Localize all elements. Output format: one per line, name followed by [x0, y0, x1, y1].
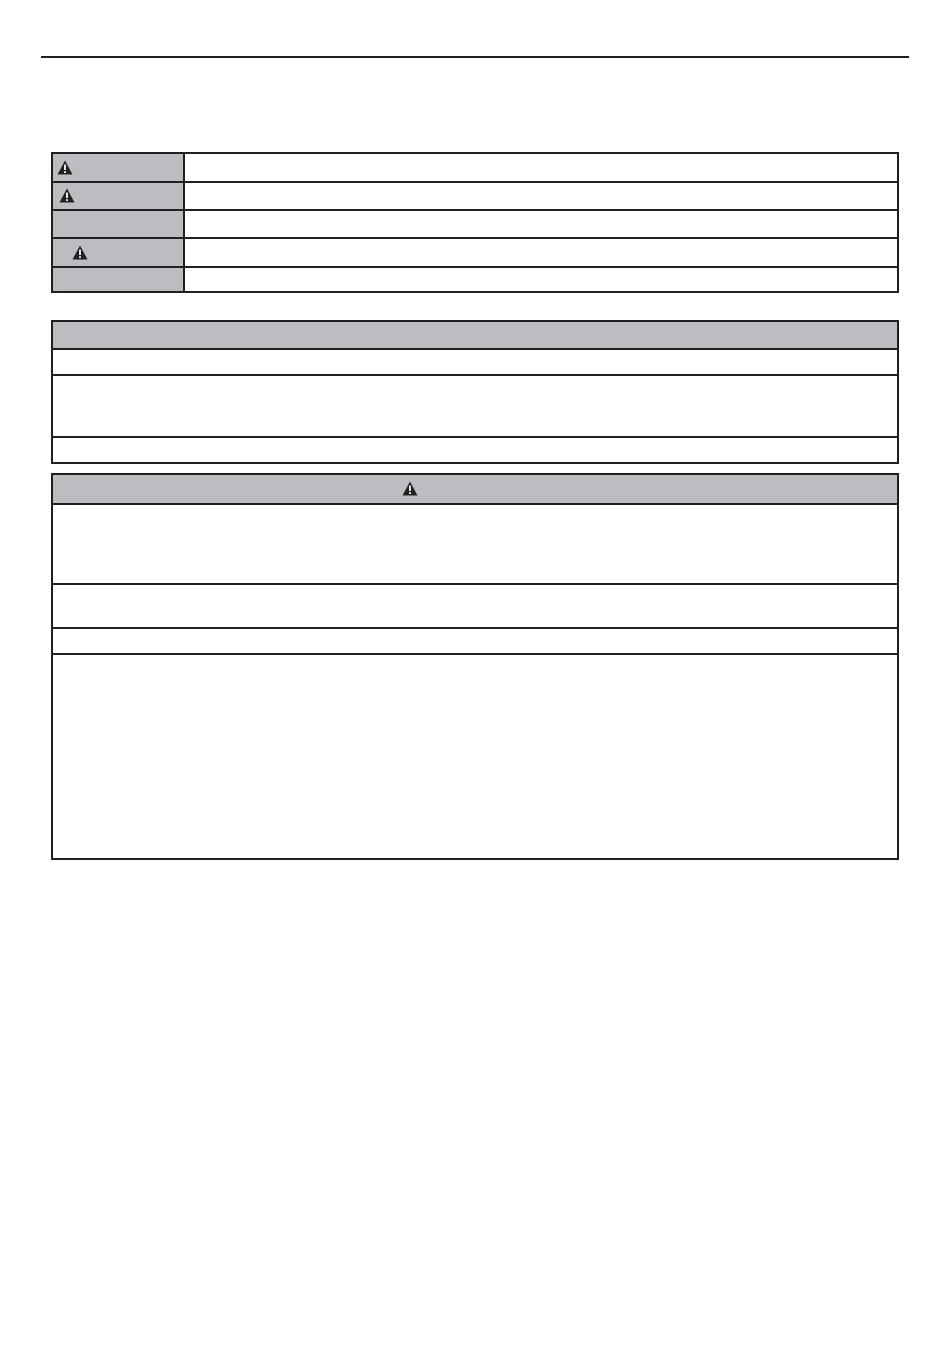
notice-box — [51, 320, 899, 464]
notice-box-header — [53, 322, 897, 350]
warning-box — [51, 473, 899, 860]
legend-description-cell — [185, 183, 897, 209]
legend-description-cell — [185, 268, 897, 291]
legend-row-4 — [53, 239, 897, 268]
notice-row-3 — [53, 438, 897, 462]
notice-row-2 — [53, 376, 897, 438]
notice-row-1 — [53, 350, 897, 376]
legend-row-1 — [53, 154, 897, 183]
warning-triangle-icon — [402, 481, 418, 496]
legend-label-cell — [53, 154, 185, 181]
legend-label-cell — [53, 183, 185, 209]
legend-description-cell — [185, 154, 897, 181]
warning-triangle-icon — [57, 160, 73, 175]
legend-row-2 — [53, 183, 897, 211]
top-rule — [41, 56, 909, 58]
legend-label-cell — [53, 211, 185, 237]
legend-label-cell — [53, 239, 185, 266]
warning-row-1 — [53, 505, 897, 585]
warning-row-4 — [53, 655, 897, 858]
legend-row-3 — [53, 211, 897, 239]
legend-description-cell — [185, 239, 897, 266]
warning-row-2 — [53, 585, 897, 629]
warning-triangle-icon — [59, 188, 75, 203]
legend-description-cell — [185, 211, 897, 237]
legend-label-cell — [53, 268, 185, 291]
warning-row-3 — [53, 629, 897, 655]
warning-box-header — [53, 475, 897, 505]
legend-row-5 — [53, 268, 897, 291]
hazard-legend-table — [51, 152, 899, 293]
warning-triangle-icon — [72, 245, 88, 260]
